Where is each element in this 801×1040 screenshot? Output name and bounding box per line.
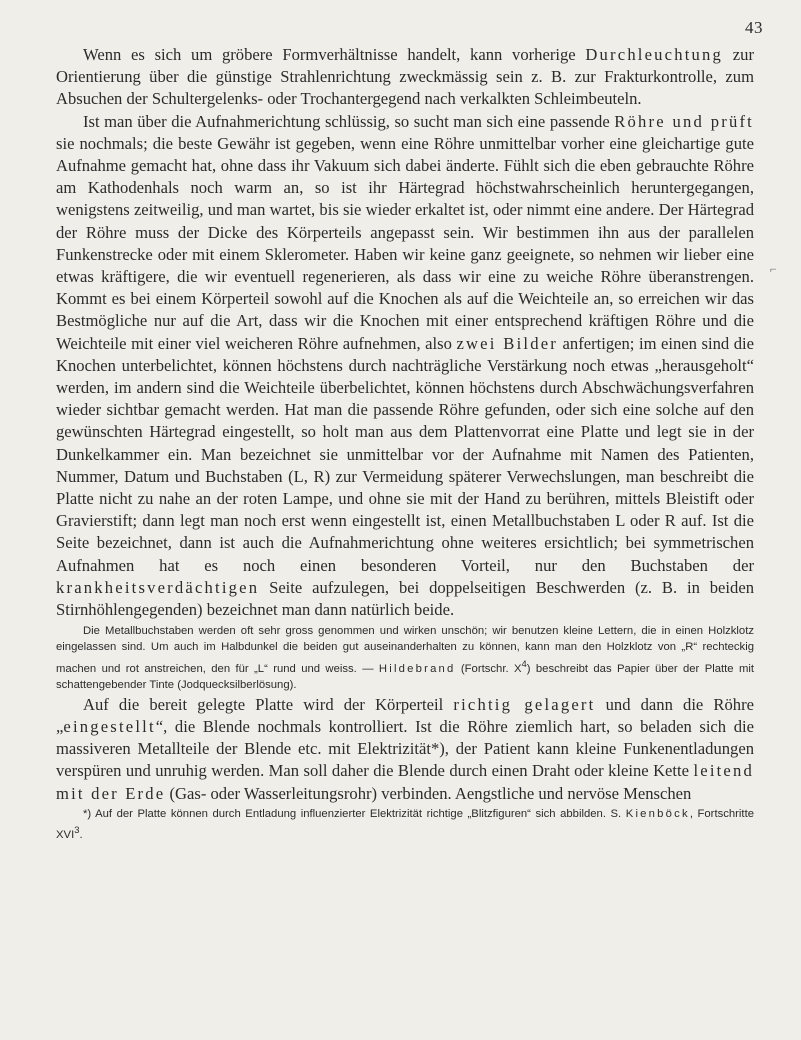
spaced-term: Durchleuchtung <box>585 45 724 64</box>
text-run: Auf die bereit gelegte Platte wird der Körperteil <box>83 694 454 714</box>
text-run: zur Orientierung über die günstige Strahlenrichtung zweckmässig sein z. B. zur Frakturkontrolle, zum Absuchen der Schultergelenks- oder Trochantergegend nach verkalkten Schleimbeuteln. <box>56 45 754 109</box>
text-run: Ist man über die Aufnahmerichtung schlüssig, so sucht man sich eine passende <box>83 111 615 131</box>
text-run: (Fortschr. X <box>455 662 522 675</box>
footnote <box>56 806 754 843</box>
paragraph-roehre <box>56 111 754 622</box>
spaced-term: zwei Bilder <box>456 333 558 353</box>
main-text <box>56 44 754 843</box>
text-run: “, die Blende nochmals kontrolliert. Ist die Röhre ziemlich hart, so beladen sich die massiveren Metallteile der Blende etc. mit Elektrizität*), der Patient kann kleine Funkenentladungen verspüren und unruhig werden. Man soll daher die Blende durch einen Draht oder kleine Kette <box>56 717 754 781</box>
text-run: . <box>79 828 83 841</box>
author-name: Kienböck <box>625 807 690 820</box>
small-print-note <box>56 623 754 693</box>
text-run: und dann die Röhre „ <box>56 694 754 737</box>
superscript: 4 <box>521 657 527 669</box>
text-run: Wenn es sich um gröbere Formverhältnisse handelt, kann vorherige <box>83 45 586 64</box>
spaced-term: richtig gelagert <box>453 694 596 714</box>
spaced-term: eingestellt <box>63 717 156 737</box>
text-run: anfertigen; im einen sind die Knochen unterbelichtet, können höchstens durch nachträgliche Verstärkung noch etwas „herausgeholt“ werden, im andern sind die Weichteile überbelichtet, können höchstens durch Abschwächungsverfahren wieder sichtbar gemacht werden. Hat man die passende Röhre gefunden, oder sich eine solche auf den gewünschten Härtegrad eingestellt, so holt man aus dem Plattenvorrat eine Platte und legt sie in der Dunkelkammer ein. Man bezeichnet sie unmittelbar vor der Aufnahme mit Namen des Patienten, Nummer, Datum und Buchstaben (L, R) zur Vermeidung späterer Verwechslungen, man beschreibt die Platte nicht zu nahe an der roten Lampe, und ohne sie mit der Hand zu berühren, mittels Bleistift oder Gravierstift; dann legt man noch erst wenn eingestellt ist, einen Metallbuchstaben L oder R auf. Ist die Seite bezeichnet, dann ist auch die Aufnahmerichtung ohne weiteres ersichtlich; bei symmetrischen Aufnahmen hat es noch einen besonderen Vorteil, nur den Buchstaben der <box>56 333 755 575</box>
text-run: *) Auf der Platte können durch Entladung influenzierter Elektrizität richtige „Blitzfiguren“ sich abbilden. S. <box>83 807 626 820</box>
text-run: , Fortschritte XVI <box>56 807 754 841</box>
text-run: Seite aufzulegen, bei doppelseitigen Beschwerden (z. B. in beiden Stirnhöhlengegenden) bezeichnet man dann natürlich beide. <box>56 577 754 620</box>
paragraph-lagerung <box>56 694 754 805</box>
margin-mark: ⌐ <box>770 262 777 276</box>
text-run: Die Metallbuchstaben werden oft sehr gross genommen und wirken unschön; wir benutzen kleine Lettern, die in einen Holzklotz eingelassen sind. Um auch im Halbdunkel die beiden gut auseinanderhalten zu können, kann man den Holzklotz von „R“ rechteckig machen und rot anstreichen, den für „L“ rund und weiss. — <box>56 625 754 675</box>
paragraph-durchleuchtung <box>56 44 754 111</box>
text-run: sie nochmals; die beste Gewähr ist gegeben, wenn eine Röhre unmittelbar vorher eine gleichartige gute Aufnahme gemacht hat, ohne dass ihr Vakuum sich dabei änderte. Fühlt sich die eben gebrauchte Röhre am Kathodenhals noch warm an, so ist ihr Härtegrad höchstwahrscheinlich heruntergegangen, wenigstens zeitweilig, und man wartet, bis sie wieder erkaltet ist, oder nimmt eine andere. Der Härtegrad der Röhre muss der Dicke des Körperteils angepasst sein. Wir bestimmen ihn aus der parallelen Funkenstrecke oder mit einem Sklerometer. Haben wir keine ganz geeignete, so nehmen wir lieber eine etwas kräftigere, die wir eventuell regenerieren, als dass wir eine zu weiche Röhre überanstrengen. Kommt es bei einem Körperteil sowohl auf die Knochen als auf die Weichteile an, so erreichen wir das Bestmögliche nur auf die Art, dass wir die Knochen mit einer entsprechend kräftigen Röhre und die Weichteile mit einer viel weicheren Röhre aufnehmen, also <box>56 133 754 353</box>
superscript: 3 <box>74 824 80 836</box>
spaced-term: leitend mit der Erde <box>56 761 754 803</box>
text-run: ) beschreibt das Papier über der Platte mit schattengebender Tinte (Jodquecksilberlösung). <box>56 662 755 691</box>
page-number: 43 <box>745 18 763 37</box>
spaced-term: krankheitsverdächtigen <box>56 577 260 597</box>
spaced-term: Röhre und prüft <box>614 111 754 131</box>
text-run: (Gas- oder Wasserleitungsrohr) verbinden. Aengstliche und nervöse Menschen <box>165 783 692 803</box>
author-name: Hildebrand <box>378 662 456 675</box>
